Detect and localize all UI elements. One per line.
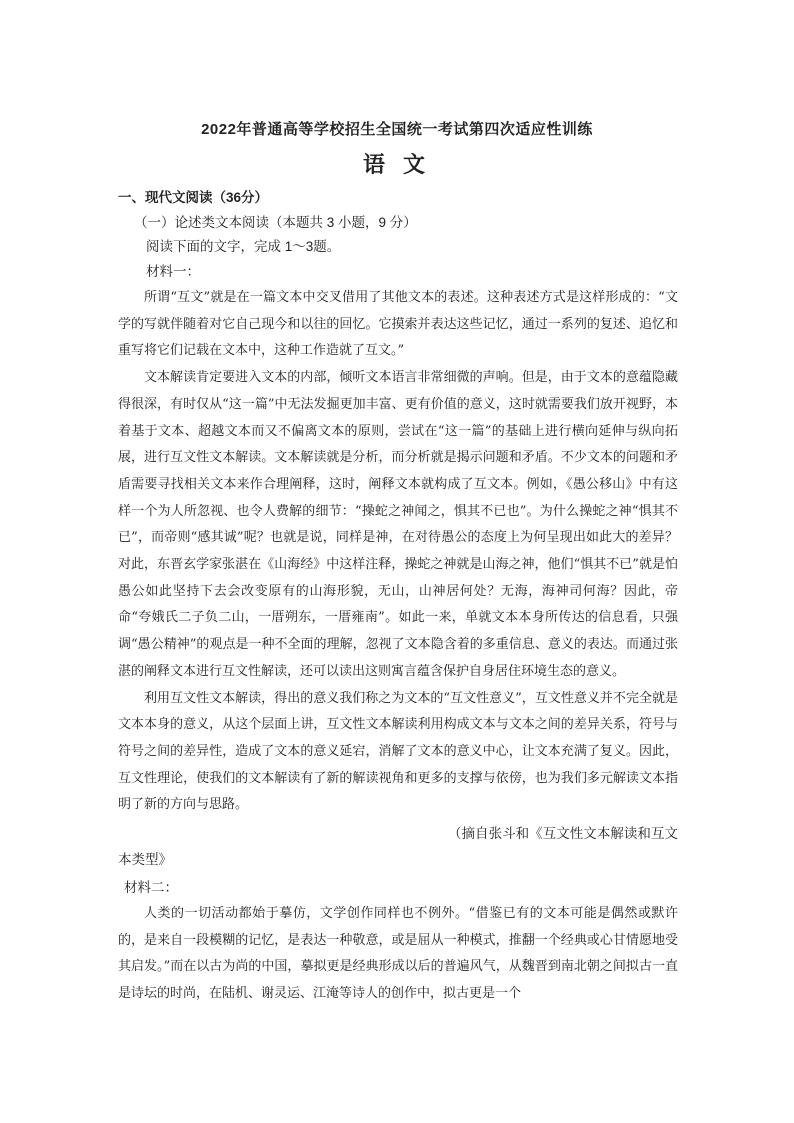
subject-title: 语 文 bbox=[362, 152, 432, 177]
material-one-paragraph: 所谓“互文”就是在一篇文本中交叉借用了其他文本的表述。这种表述方式是这样形成的：“文学的写就伴随着对它自己现今和以往的回忆。它摸索并表达这些记忆，通过一系列的复述、追忆和重写将它们记载在文本中，这种工作造就了互文。” bbox=[118, 290, 678, 359]
material-two-label: 材料二： bbox=[124, 880, 178, 896]
reading-instruction: 阅读下面的文字，完成 1～3题。 bbox=[146, 239, 341, 254]
exam-title: 2022年普通高等学校招生全国统一考试第四次适应性训练 bbox=[201, 121, 593, 138]
material-one-label: 材料一： bbox=[146, 264, 200, 279]
section-heading: 一、现代文阅读（36分） bbox=[118, 190, 269, 205]
material-one-source: （摘自张斗和《互文性文本解读和互文本类型》 bbox=[118, 826, 678, 868]
material-two-paragraph: 人类的一切活动都始于摹仿，文学创作同样也不例外。“借鉴已有的文本可能是偶然或默许的，是来自一段模糊的记忆，是表达一种敬意，或是屈从一种模式，推翻一个经典或心甘情愿地受其启发。”而在以古为尚的中国，摹拟更是经典形成以后的普遍风气，从魏晋到南北朝之间拟古一直是诗坛的时尚，在陆机、谢灵运、江淹等诗人的创作中，拟古更是一个 bbox=[118, 906, 678, 1002]
subsection-heading: （一）论述类文本阅读（本题共 3 小题，9 分） bbox=[134, 215, 417, 230]
material-one-paragraph: 利用互文性文本解读，得出的意义我们称之为文本的“互文性意义”，互文性意义并不完全就是文本本身的意义，从这个层面上讲，互文性文本解读利用构成文本与文本之间的差异关系，符号与符号之间的差异性，造成了文本的意义延宕，消解了文本的意义中心，让文本充满了复义。因此，互文性理论，使我们的文本解读有了新的解读视角和更多的支撑与依傍，也为我们多元解读文本指明了新的方向与思路。 bbox=[118, 690, 678, 813]
exam-body bbox=[118, 188, 678, 1008]
material-one-paragraph: 文本解读肯定要进入文本的内部，倾听文本语言非常细微的声响。但是，由于文本的意蕴隐藏得很深，有时仅从“这一篇”中无法发掘更加丰富、更有价值的意义，这时就需要我们放开视野，本着基于文本、超越文本而又不偏离文本的原则，尝试在“这一篇”的基础上进行横向延伸与纵向拓展，进行互文性文本解读。文本解读就是分析，而分析就是揭示问题和矛盾。不少文本的问题和矛盾需要寻找相关文本来作合理阐释，这时，阐释文本就构成了互文本。例如，《愚公移山》中有这样一个为人所忽视、也令人费解的细节：“操蛇之神闻之，惧其不已也”。为什么操蛇之神“惧其不已”，而帝则“感其诚”呢？也就是说，同样是神，在对待愚公的态度上为何呈现出如此大的差异？对此，东晋玄学家张湛在《山海经》中这样注释，操蛇之神就是山海之神，他们“惧其不已”就是怕愚公如此坚持下去会改变原有的山海形貌，无山，山神居何处？无海，海神司何海？因此，帝命“夸娥氏二子负二山，一厝朔东，一厝雍南”。如此一来，单就文本本身所传达的信息看，只强调“愚公精神”的观点是一种不全面的理解，忽视了文本隐含着的多重信息、意义的表达。而通过张湛的阐释文本进行互文性解读，还可以读出这则寓言蕴含保护自身居住环境生态的意义。 bbox=[118, 370, 678, 679]
